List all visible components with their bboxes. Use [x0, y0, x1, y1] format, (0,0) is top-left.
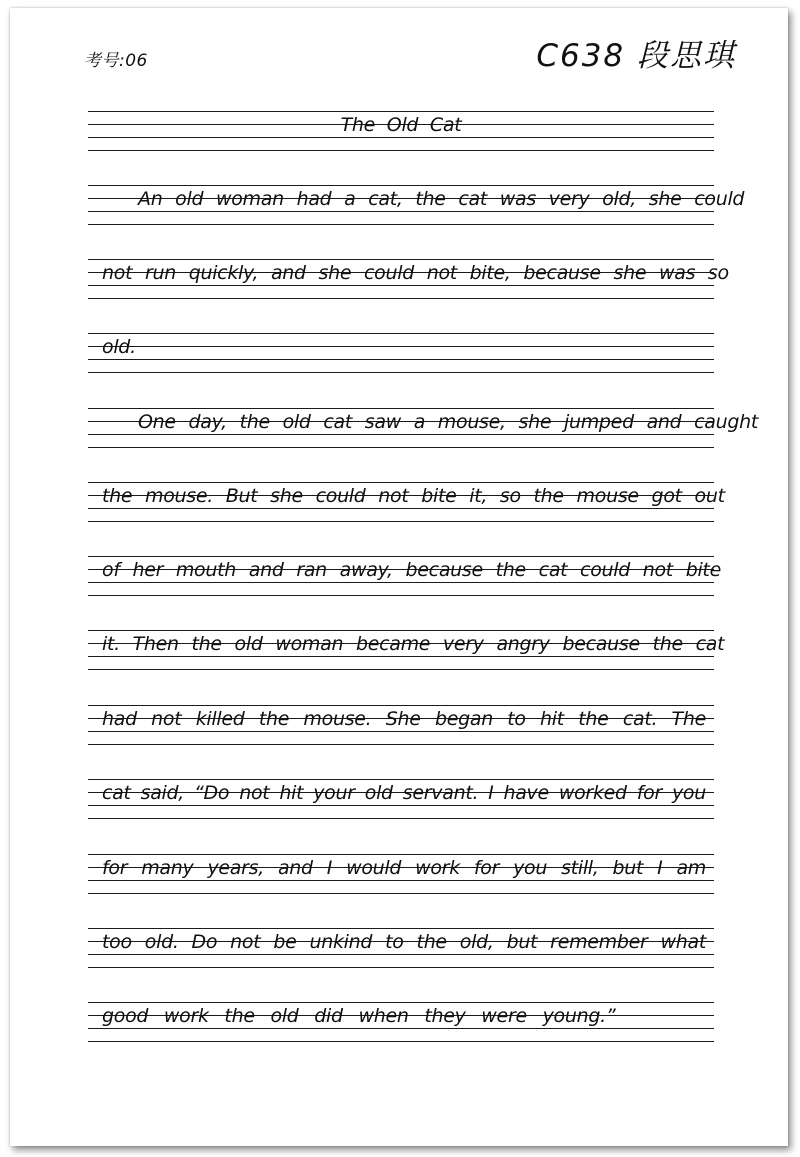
essay-line: for many years, and I would work for you still, but I am: [102, 857, 706, 879]
ruled-line: [88, 285, 714, 286]
ruled-line: [88, 259, 714, 260]
ruled-line: [88, 954, 714, 955]
writing-row: [88, 854, 714, 894]
writing-row: [88, 333, 714, 373]
ruled-line: [88, 1028, 714, 1029]
ruled-line: [88, 482, 714, 483]
ruled-line: [88, 805, 714, 806]
ruled-line: [88, 137, 714, 138]
essay-line: too old. Do not be unkind to the old, but remember what: [102, 931, 706, 953]
essay-line: of her mouth and ran away, because the cat could not bite: [102, 559, 721, 581]
essay-line: it. Then the old woman became very angry because the cat: [102, 633, 725, 655]
ruled-line: [88, 1002, 714, 1003]
ruled-line: [88, 434, 714, 435]
ruled-line: [88, 372, 714, 373]
handwriting-sheet: [10, 8, 788, 1146]
ruled-line: [88, 211, 714, 212]
essay-line: not run quickly, and she could not bite, because she was so: [102, 262, 729, 284]
ruled-line: [88, 595, 714, 596]
ruled-line: [88, 630, 714, 631]
ruled-line: [88, 779, 714, 780]
ruled-line: [88, 359, 714, 360]
writing-row: [88, 705, 714, 745]
writing-row: [88, 630, 725, 670]
writing-row: [88, 1002, 714, 1042]
essay-line: An old woman had a cat, the cat was very old, she could: [138, 188, 745, 210]
student-id-name: C638 段思琪: [536, 38, 736, 74]
essay-line: One day, the old cat saw a mouse, she jumped and caught: [138, 411, 759, 433]
exam-number: 考号:06: [84, 51, 148, 71]
ruled-line: [88, 508, 714, 509]
writing-row: [88, 259, 729, 299]
writing-row: [88, 928, 714, 968]
ruled-line: [88, 150, 714, 151]
essay-line: old.: [102, 336, 136, 358]
writing-row: [88, 408, 759, 448]
ruled-line: [88, 818, 714, 819]
ruled-line: [88, 582, 714, 583]
ruled-line: [88, 224, 714, 225]
ruled-line: [88, 185, 714, 186]
ruled-line: [88, 1041, 714, 1042]
essay-line: good work the old did when they were young.”: [102, 1005, 616, 1027]
ruled-line: [88, 298, 714, 299]
writing-row: [88, 556, 721, 596]
ruled-line: [88, 893, 714, 894]
ruled-line: [88, 408, 714, 409]
title-row: [88, 111, 714, 151]
writing-row: [88, 779, 714, 819]
ruled-line: [88, 656, 714, 657]
essay-line: had not killed the mouse. She began to hit the cat. The: [102, 708, 706, 730]
essay-line: cat said, “Do not hit your old servant. I have worked for you: [102, 782, 706, 804]
ruled-line: [88, 880, 714, 881]
ruled-line: [88, 556, 714, 557]
writing-row: [88, 185, 745, 225]
ruled-line: [88, 928, 714, 929]
ruled-line: [88, 854, 714, 855]
writing-row: [88, 482, 725, 522]
ruled-line: [88, 333, 714, 334]
ruled-line: [88, 731, 714, 732]
ruled-line: [88, 705, 714, 706]
ruled-line: [88, 521, 714, 522]
essay-line: the mouse. But she could not bite it, so the mouse got out: [102, 485, 725, 507]
ruled-line: [88, 111, 714, 112]
essay-title: The Old Cat: [340, 114, 462, 136]
ruled-line: [88, 447, 714, 448]
ruled-line: [88, 669, 714, 670]
ruled-line: [88, 744, 714, 745]
ruled-line: [88, 967, 714, 968]
